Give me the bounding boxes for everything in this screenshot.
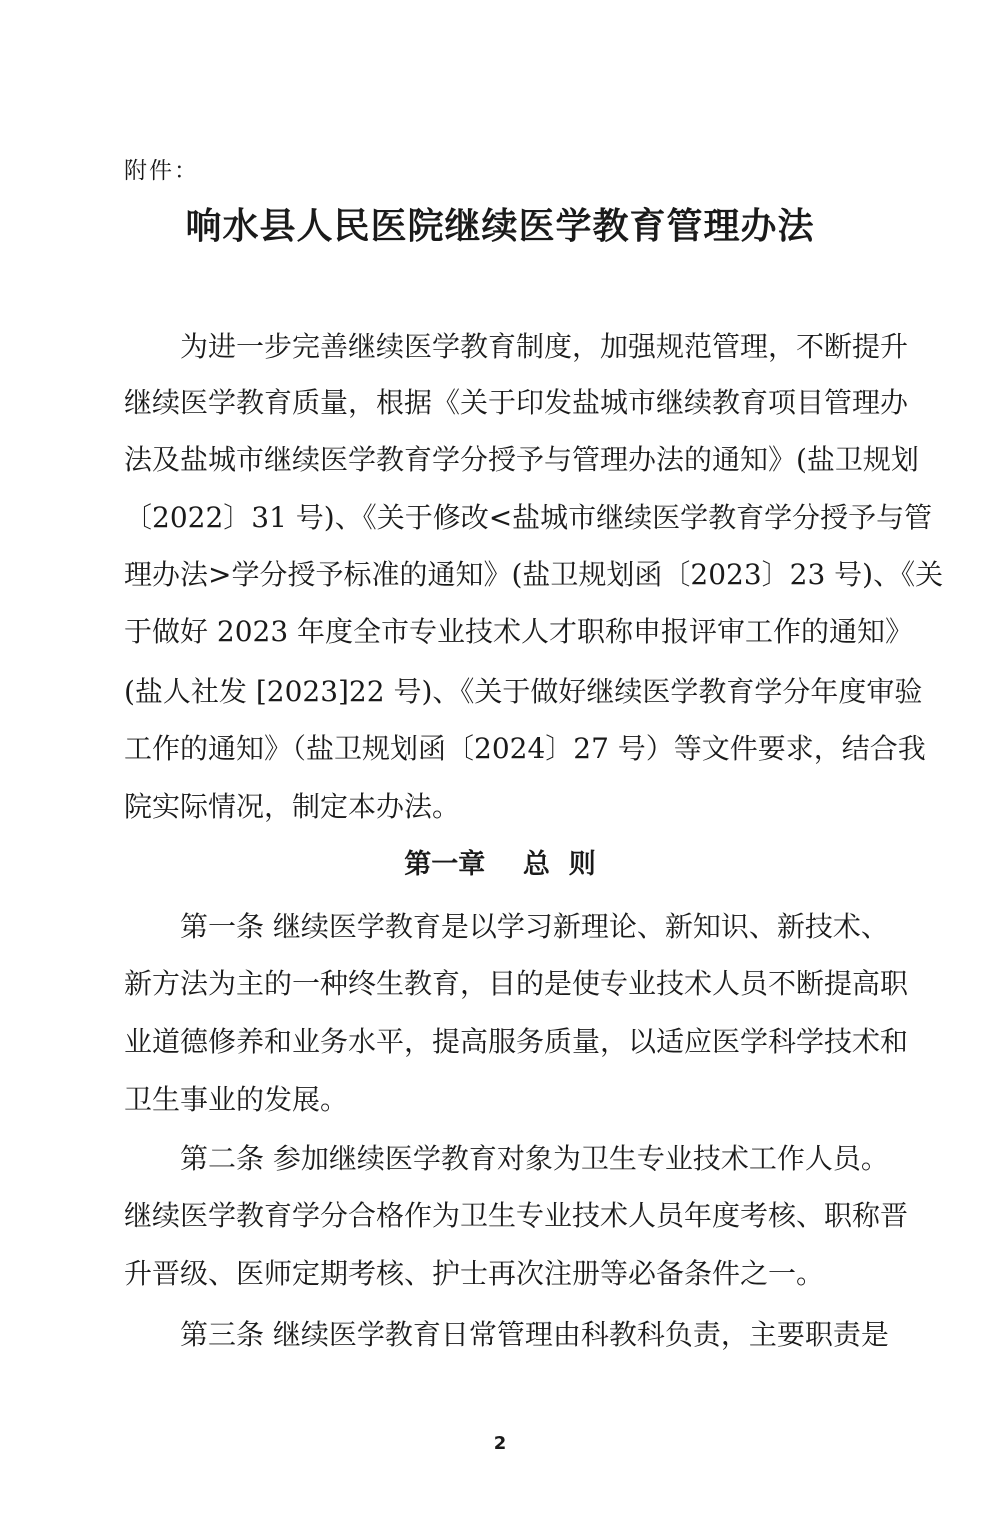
intro-line: 为进一步完善继续医学教育制度，加强规范管理，不断提升 xyxy=(180,330,909,363)
article-line: 升晋级、医师定期考核、护士再次注册等必备条件之一。 xyxy=(124,1257,825,1290)
intro-line: (盐人社发 [2023]22 号)、《关于做好继续医学教育学分年度审验 xyxy=(124,675,923,708)
article-line: 继续医学教育学分合格作为卫生专业技术人员年度考核、职称晋 xyxy=(124,1199,909,1232)
intro-line: 法及盐城市继续医学教育学分授予与管理办法的通知》(盐卫规划 xyxy=(124,443,919,476)
article-line: 第二条 参加继续医学教育对象为卫生专业技术工作人员。 xyxy=(180,1142,889,1175)
page-number: 2 xyxy=(493,1433,507,1454)
intro-line: 理办法>学分授予标准的通知》(盐卫规划函〔2023〕23 号)、《关 xyxy=(124,558,944,591)
document-title: 响水县人民医院继续医学教育管理办法 xyxy=(185,206,815,247)
chapter-heading: 第一章 总 则 xyxy=(404,849,596,880)
article-line: 第三条 继续医学教育日常管理由科教科负责，主要职责是 xyxy=(180,1318,889,1351)
article-line: 业道德修养和业务水平，提高服务质量，以适应医学科学技术和 xyxy=(124,1025,909,1058)
intro-line: 继续医学教育质量，根据《关于印发盐城市继续教育项目管理办 xyxy=(124,386,909,419)
intro-line: 于做好 2023 年度全市专业技术人才职称申报评审工作的通知》 xyxy=(124,615,914,648)
attachment-label: 附件： xyxy=(124,158,199,184)
intro-line: 〔2022〕31 号)、《关于修改<盐城市继续医学教育学分授予与管 xyxy=(124,501,933,534)
intro-line: 院实际情况，制定本办法。 xyxy=(124,790,461,823)
article-line: 新方法为主的一种终生教育，目的是使专业技术人员不断提高职 xyxy=(124,967,909,1000)
intro-line: 工作的通知》（盐卫规划函〔2024〕27 号）等文件要求，结合我 xyxy=(124,732,926,765)
article-line: 卫生事业的发展。 xyxy=(124,1083,349,1116)
article-line: 第一条 继续医学教育是以学习新理论、新知识、新技术、 xyxy=(180,910,889,943)
